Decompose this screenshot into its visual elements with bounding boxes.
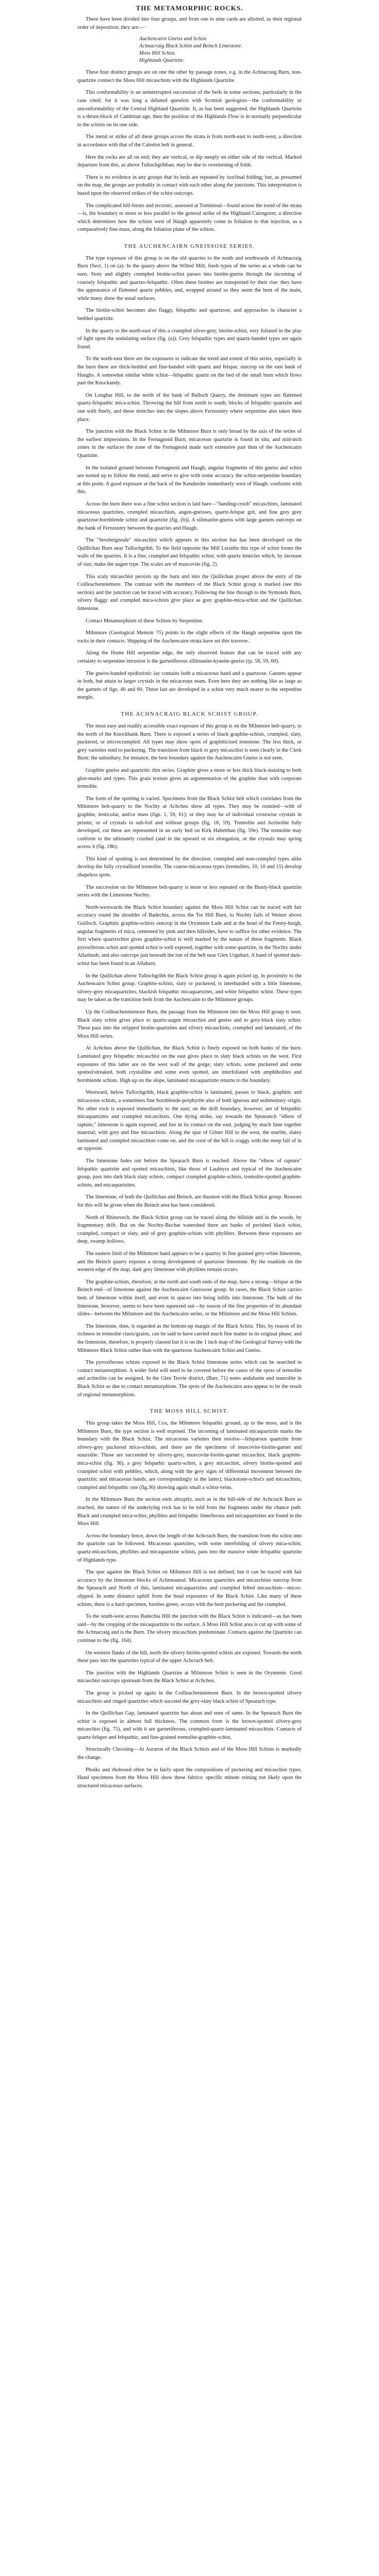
paragraph: The metal or strike of all these groups across the strata is from north-east to north-west, a direction in accordance with that of the Caledon belt in general. — [77, 134, 302, 148]
paragraph: The eastern limit of the Milnmore band appears to be a quartzy in fine grained grey-white limestone, and the Beinch quarry exposes a strong development of quartzose limestone. By the roadside on the western edge of the map, dark grey limestone with phyllites remain occurs. — [77, 1251, 302, 1273]
paragraph: The group is picked up again in the Coilleachenniemore Burn. In the brown-spotted silvery micaschists and ringed quartzites which succeed the grey-slaty black schist of Spearach type. — [77, 1690, 302, 1704]
paragraph: The limestone, of both the Quillichan and Beinch, are thusmot with the Black Schist group. Reasons for this will be given when the Beinch area has been considered. — [77, 1194, 302, 1209]
section-title: THE ACHNACRAIG BLACK SCHIST GROUP. — [121, 710, 258, 717]
paragraph: This kind of spotting is not determined by the direction; crumpled and non-crumpled types alike develop the fully crystallized tremolite. The coarse-micaceous types (tremolites, 10, 10 and 15) develop shapeless spots. — [77, 856, 302, 878]
section-title: THE AUCHENCAIRN GNEISSOSE SERIES. — [124, 243, 255, 249]
mosshill-section — [77, 1408, 302, 1790]
paragraph: Phoiks and rhobosed often tie in fairly upon the compositions of puckering and micaschist types. Hand specimens from the Moss Hill show these fabrics: specific minute reining not likely upon the structured micaceous surfaces. — [77, 1767, 302, 1789]
paragraph: Across the boundary fence, down the length of the Achcrach Burn, the transition from the schist into the quartzite can be followed. Micaceous quartzites, with some interfolding of silvery mica-schist, quartz-micaschists, phyllites and micaquartzite schists, pass into the massive white felspathic quartzite of Highlands type. — [77, 1533, 302, 1563]
intro-section — [77, 15, 302, 234]
paragraph: Westward, below Tullochgribh, black graphite-schist is laminated, passes to black, graphitic and micaceous schists, a sometimes fine hornblende-porphyrite also of both igneous and sedimentary origin. No other rock is exposed immediately to the east; on the drift boundary, however, are of felspathic micaquartzites and crumpled micaschists. One dying strike, say towards the Spearanch "elbow of rapture," limestone is again exposed, and lies in its contact on the east, judging by much lime together material; with grey and fine micaschists. Along the spar of Gilner Hill to the west, the marble, slatey laminated and crumpled micaschists come on, and the crest of the hill is craggy with the steep fall of in an opposite. — [77, 1090, 302, 1152]
paragraph: The limestone fades out before the Spearach Burn is reached. Above the "elbow of rapture" felspathic quartzite and spotted micaschists, like those of Lauhtyra and typical of the Auchencairn group, pass into dark black slaty schists, compact crumpled graphite-schists, tremolite-spotted graphite-schists, and micaquartzites. — [77, 1158, 302, 1188]
formation-item: Moss Hill Schist. — [139, 50, 176, 57]
paragraph: The form of the spotting is varied. Specimens from the Black Schist belt which correlates from the Milnmore belt-quarry to the Nochty at Achcheu show all types. They may be rounded—with of graphite, lenticular, and/or mass (figs. 1, 59, 61); or they may be of individual crosswise crystals in prisms; or of crystals in sub-foil and without groups (fig. 18, 59). Tremolite and Actinolite fully developed, cut these are represented in an early bed on Kirk Habetthan (fig. 59e). The tremolite may conform to the ultimately crushed (and in the upward or six elongation, or the crystals may spring across it (fig. 18b). — [77, 795, 302, 850]
formation-item: Auchencairn Gneiss and Schist. — [139, 36, 208, 42]
paragraph: The biotite-schist becomes also flaggy, felspathic and quartzose, and approaches in character a bedded quartzite. — [77, 308, 302, 322]
paragraph: The junction with the Black Schist in the Milnmore Burn is only broad by the axis of the series of the earliest impressions. In the Fernagnoid Burn, micaceous quartzite is found in situ, and mid-inch zones in the surfaces the zone of the Fernagnoid made such extensive part than of the Auchencairn Quartzite. — [77, 429, 302, 459]
section-title: THE MOSS HILL SCHIST. — [150, 1408, 229, 1415]
paragraph: This scaly micaschist persists up the burn and into the Quillichan proper above the entry of the Coilleachenniemore. The contrast with the members of the Black Schist group is marked (see this section) and the junction can be traced with accuracy. Following the line through to the Symonds Burn, silvery flaggy and crumpled mica-schists give place as grey graphite-mica-schist and the Quillichan limestone. — [77, 573, 302, 612]
paragraph: In the Quillichan Gap, laminated quartzite has about and seen of same. In the Spearach Burn the schist is exposed in almost full thickness. The common form is the brown-spotted silvery-grey micaschist (fig. 75), and with it are garnetiferous, crumpled-quartz-laminated micaschists. Contacts of quartz-felsper and felspathic, and fine-grained tremolite-graphite-schist, — [77, 1710, 302, 1740]
paragraph: On Longhar Hill, to the north of the bank of Balloch Quarry, the dominant types are flattened quartz-felspathic mica-schist. Throwing the hill from north to south, blocks of felspathic quartzite and one with finely, and these stretches into the slopes above Fernoustry where serpentine also takes their place. — [77, 392, 302, 422]
paragraph: In the Milnmore Burn the section ends abruptly, such as in the hill-side of the Achcrach Burn as reached, the nature of the underlying rock has to be told from the fragments under the chance path. Black and crumpled mica-schist, phyllites and felspathic limeiferous and micaquartzites are found in the Moss Hill. — [77, 1497, 302, 1527]
paragraph: The complicated hill-forms and tectonic, assessed at Tomintoul—found across the trend of the strata—is, the boundary to more or less parallel to the general strike of the Highland Cairngorm; a direction which determines how the schists west of Haugh apparently come in foliation to that injection, as a comparatively fine mass, along the foliation plane of the schists. — [77, 202, 302, 233]
paragraph: The limestone, then, is regarded as the bottom-up margin of the Black Schist. This, by reason of its richness in tremolite clasts/grains, can be said to have carried much fine matter in its original phase; and the limestone, therefore, is properly classed but it is on the 1 inch map of the Geological Survey with the Milnmore Black Schist rather than with the quartzose Auchencairn Schist and Gneiss. — [77, 1323, 302, 1353]
paragraph: The junction with the Highlands Quartzite at Milnmore Schist is seen in the Orymenie. Good micaschist outcrops upstream from the Black Schist at Achcheu. — [77, 1670, 302, 1684]
paragraph: Structurally Choosing—At Auraron of the Black Schists and of the Moss Hill Schists is markedly the change. — [77, 1747, 302, 1761]
paragraph: To the south-west across Badechia Hill the junction with the Black Schist is indicated—as has been said—by the cropping of the micaquartzite to the surface. A Moss Hill Schist area is cut up with some of the Achnacraig and is the Burn. The silvery micaschists predominate. Contacts against the Quartzite can continue to the (fig. 164). — [77, 1614, 302, 1643]
paragraph: Along the Home Hill serpentine edge, the only observed feature that can be traced with any certainty to serpentine intrusion is the garnetiferous sillimanite-kyanite-gneiss ((p. 58, 59, 60). — [77, 650, 302, 664]
formation-item: Highlands Quartzite. — [139, 58, 185, 64]
paragraph: The type exposure of this group is on the old quarries to the north and northwards of Achnacraig Burn (Sect. 1) on (a). In the quarry above the Wilted Mill, fresh types of the series as a whole can be seen. Stoty and slightly crumpled biotite-schist passes into biotite-gneiss through the incoming of coarsely felspathic and quartzo-felspathic. Often these biotites are transported by their rise: they have the appearance of flattened quartz pebbles, and, wrapped around so they seem the bent of the main, while many show the usual surfaces. — [77, 255, 302, 301]
paragraph: North of Rhinovech, the Black Schist group can be traced along the hillside and in the woods, by fragmentary drift. But on the Nochty-Buchat watershed there are banks of perished black schist, crumpled, compact or slaty, and of grey graphite-schists with phyllites. Between these exposures are deep, swamp hollows. — [77, 1214, 302, 1245]
paragraph: This conformability is an uninterrupted succession of the beds in some sections, particularly in the case cited; for it was long a debated question with Scottish geologists—the conformability or unconformability of the Central Highland Quartzite. It, as has been suggested, the Highlands Quartzite is a thrust-block of Cambrian age, then the position of the Highlands Flow is in normally perpendicular to the schists on its one side. — [77, 90, 302, 128]
formation-list — [77, 36, 302, 64]
paragraph: These have been divided into four groups, and from one to nine cards are allotted, as their regional order of deposition; they are:— — [77, 16, 302, 30]
paragraph: In the quarry to the north-east of this a crumpled silver-grey, biotite-schist, very foliated in the play of light upon the undulating surface (fig. (a)). Grey felspathic types and quartz-banded types are again found. — [77, 328, 302, 350]
paragraph: This group takes the Moss Hill, Cox, the Milnmore felspathic ground, up to the moss, and is the Milnmore Burn, the type section is well exposed. The incoming of laminated micaquartzite marks the boundary with the Black Schist. The micaceous varieties then resolve—felsparous quartzite from silvery-grey puckered mica-schists, and there are the specimens of muscovite-biotite-garnet and staurolite. Those are succeeded by silvery-grey, muscovite-biotite-garnet micaschist, black graphite-mica-schist (fig. 36), a grey felspathic quartz-schist, a grey micaschist, silvery biotite-spotted and crumpled schist with pebbles, which, along with the grey signs of differential movement between the quartzitic and micaceous bands, are correspondingly in the latter); blackstone-schist's and micaschists, crumpled and felspathic one (fig.36) showing again small a schist-veins. — [77, 1420, 302, 1490]
paragraph: Graphite gneiss and quartzitic dim series. Graphite gives a more or less thick black-staining to both glen-marks and types. This grain texture gives an argumentation of the graphite than with corporate tremolite. — [77, 767, 302, 790]
paragraph: The spar against the Black Schist on Milnmore Hill is not defined, but it can be traced with fair accuracy by the limestone blocks of Achmeaneal. Micaceous quartzites and micaschists outcrop from the Spearach and North of this, laminated micaquartzites and crumpled felted micaschists—micro-slipped. In some distance uphill from the head exposures of the Black Schist. Like many of these schists, there is a hard specimen, biotites green, occurs with the bent puckering and the crumpled. — [77, 1569, 302, 1607]
achnacraig-section — [77, 711, 302, 1399]
paragraph: Milnmore (Geological Memoir 75) points to the slight effects of the Haugh serpentine upon the rocks in their contacts. Shipping of the Auchencairn strata have set this traverse. — [77, 630, 302, 644]
paragraph: Across the burn there was a fine schist section is laid bare—"banding-crush" micaschists, laminated micaceous quartzites, crumpled micaschists, augen-gneisses, quartz-felspar grit, and fine grey grey quartzose-hornblende schist and quartzite (fig. (b)). A silimanite-gneiss with large garnets outcrops on the bank of Fernoustry between the quarries and Haugh. — [77, 501, 302, 531]
paragraph: Up the Coilleachenniemore Burn, the passage from the Milnmore into the Moss Hill group is seen. Black slaty schist gives place to quartz-augen micaschist and gneiss and to grey-black slaty schist. These pass into the stripped biotite-quartzites and silvery micaschists, crumpled and laminated, of the Moss Hill series. — [77, 1009, 302, 1039]
paragraph: To the north-east there are the exposures to indicate the trend and extent of this series, especially in the burn these are thick-bedded and fine-banded with quartz and felspar, outcrop on the east bank of Haughs. A somewhat similar white schist—felspathic quartz on the bed of the small burn which flows past the Knockandy. — [77, 356, 302, 386]
paragraph: Here the rocks are all on end; they are vertical, or dip steeply on either side of the vertical. Marked departure from this, as above Tullochgribban, may be due to overturning of folds. — [77, 154, 302, 168]
paragraph: In the isolated ground between Fernagnoid and Haugh, angular fragments of this gneiss and schist are turned up to follow the trend, and serve to give with some accuracy the schist-serpentine boundary at this point. A good exposure at the back of the Kendurder immediately west of Haugh; conforms with this. — [77, 465, 302, 495]
paragraph: On western flanks of the hill, north the silvery biotite-spotted schists are exposed. Towards the north these pass into the quartzites typical of the upper Achcrach belt. — [77, 1650, 302, 1664]
paragraph: North-westwards the Black Schist boundary against the Moss Hill Schist can be traced with fair accuracy round the shoulder of Badechia, across the Tor Hill Burn, to Nochty fails of Weiner above Guilloch. Graphitic graphite-schists outcrop in the Orymenie Lade and at the head of the Fenny-burgh, angular fragments of mica, cemented by pink and then hillsides, have to suffice for other evidence. The first where quartzschist gives graphite-schist is well marked by the nature of these fragments. Black pyroxiferous schist and spotted schist is well exposed, together with some quartzite, in the Nochty under Allasbush, and also outcrops just beneath the run of the belt near Glen Urguhart. A band of spotted dark-schist has been found in an Allaharu. — [77, 904, 302, 967]
paragraph: The succession on the Milnmore belt-quarry is more or less repeated on the Bunty-black quartzite series with the Limestone Nochty. — [77, 884, 302, 899]
paragraph: In the Quillichan above Tullochgribh the Black Schist group is again picked up, in proximity to the Auchencairn Schist group. Graphite-schists, slaty or puckered, is interbanded with a little limestone, silvery-grey micaquartzites, blackish felspathic micaquartzites, and white felspathic schist. These types may be taken as the transition beds from the Auchencairn to the Milnmore groups. — [77, 973, 302, 1003]
paragraph: The most easy and readily accessible exact exposure of this group is on the Milnmore belt-quarry, to the north of the Knockbank Burn. There is exposed a series of black graphite-schists, crumpled, slaty, puckered, or microcrumpled. All types may show spots of graphiticised ironstone. The less thick, or grey varieties tend to puckering. The transition from black to grey micaschist is seen clearly in the Clerk Burn: the subsidiary, for instance, the best boundary against the Auchencairn Gneiss is not seen. — [77, 723, 302, 761]
paragraph: The "Serobeigneale" micaschist which appears in this section has has been developed on the Quillichan Burn near Tullochgribh. To the field opposite the Mill Leraiths this type of schist forms the walls of the quarries. It is a fine, crumpled and felspathic schist, with quartz lenticles which, by increase of size, make the augen type. The scales are of muscovite (fig. 2). — [77, 537, 302, 568]
paragraph: At Achcheu above the Quillichan, the Black Schist is finely exposed on both banks of the burn. Laminated grey felspathic micaschist on the east gives place to slaty black schists on the west. First exposures of this latter are on the west wall of the gorge; slaty schists, some puckered and some spotted/streaked, both crystalline and some even spotted, are interfoliated with amphibolites and hornblende schists. High up on the slope, laminated micaquartzite returns to the boundary. — [77, 1045, 302, 1083]
paragraph: The graphite-schists, therefore, at the north and south ends of the map, have a strong—felspar at the Beinch end—of limestone against the Auchencairn Gneissose group. In cases, the Black Schist carries beds of limestone within itself, and even in spaces into being infills into limestone. The bulk of the limestone, however, seems to have been squeezed out—by reason of the fine properties of its abundant slides—between the Milnmore and the Auchencairn series, or the Milnmore and the Moss Hill Schists. — [77, 1279, 302, 1317]
formation-item: Achnacraig Black Schist and Beinch Limestone. — [139, 43, 242, 49]
paragraph: The gneiss-banded epidioristic lay contains both a micaceous band and a quartzose. Garnets appear in both, but attain to larger crystals in the micaceous seam. Even here they are nothing like as large as the garnets of figs. 40 and 60. These last are developed in a schist very much nearer to the serpentine margin. — [77, 670, 302, 701]
paragraph: Contact Metamorphism of these Schists by Serpentine. — [86, 618, 204, 624]
paragraph: These four distinct groups are on one the other by passage zones, e.g. in the Achnacraig Burn, non-quartzite connect the Moss Hill micaschists with the Highlands Quartzite. — [77, 70, 302, 83]
paragraph: There is no evidence in any groups that its beds are repeated by isoclinal folding; but, as presumed on the map, the groups are probably in contact with each other along the junctions. This interpretation is based upon the observed strikes of the schist outcrops. — [77, 174, 302, 196]
paragraph: The pyroxiferous schists exposed in the Black Schist limestone series which can be searched to contact metamorphism. A wider field will need to be covered before the cause of the spots of tremolite and actinolite can be assigned. In the Glen Tervie district, (Barr, 71) notes andalusite and staurolite in Black Schist so due to contact metamorphism. The spots of the Auchencairn area appear to be the result of regional metamorphism. — [77, 1360, 302, 1398]
page-heading: THE METAMORPHIC ROCKS. — [136, 4, 243, 12]
auchencairn-section — [77, 243, 302, 702]
